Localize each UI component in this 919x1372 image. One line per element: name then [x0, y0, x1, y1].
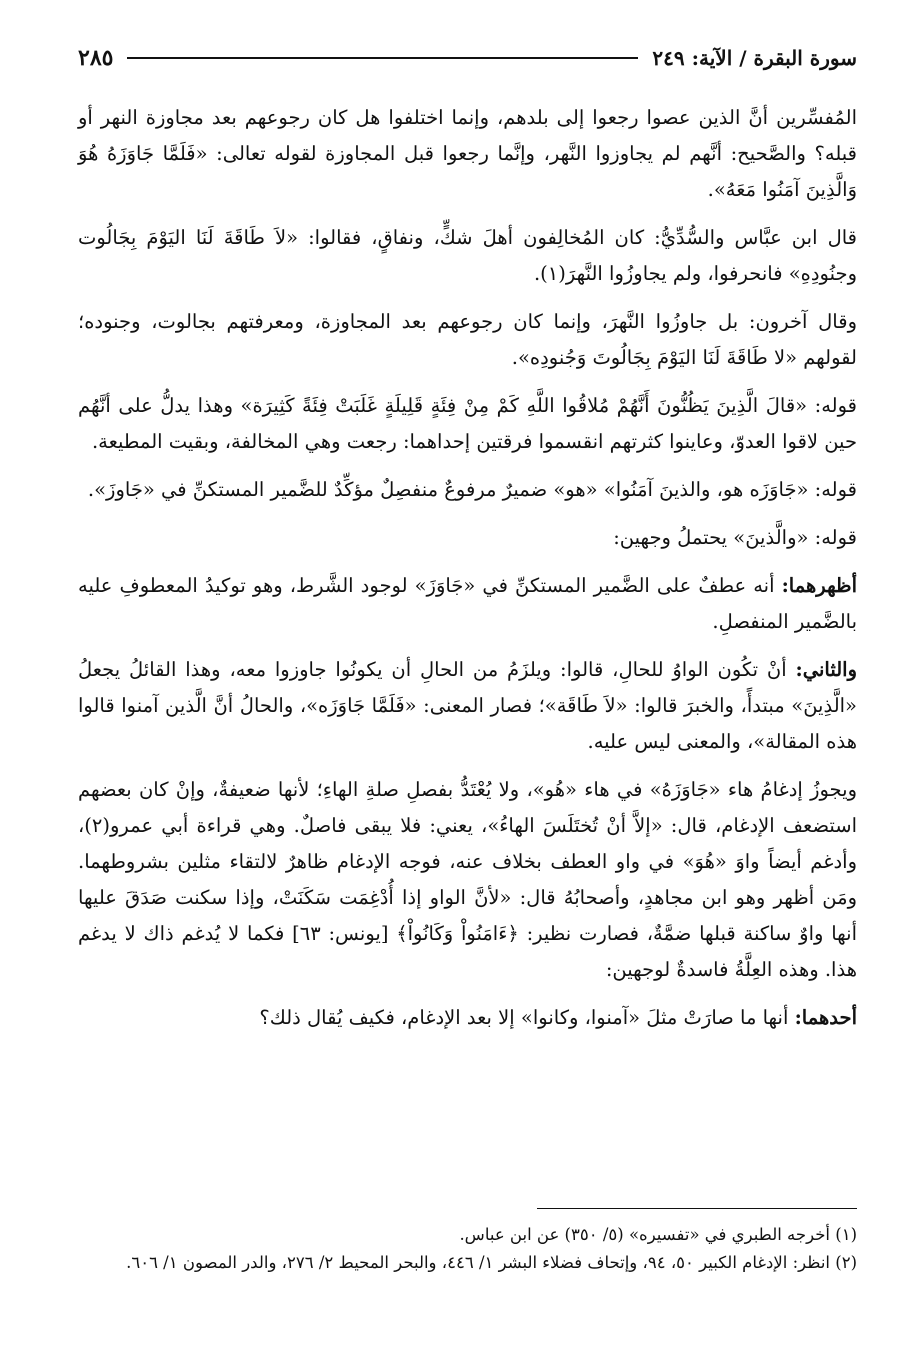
paragraph-text: ويجوزُ إدغامُ هاء «جَاوَزَهُ» في هاء «هُو»، ولا يُعْتَدُّ بفصلِ صلةِ الهاءِ؛ لأنها ضعيفةٌ، وإنْ كان بعضهم استضعف الإدغام، قال: «إلاَّ أنْ تُختَلَسَ الهاءُ»، يعني: فلا يبقى فاصلٌ. وهي قراءة أبي عمرو(٢)، وأدغم أيضاً واوَ «هُوَ» في واو العطف بخلاف عنه، فوجه الإدغام ظاهرٌ لالتقاء مثلين بشروطهما. ومَن أظهر وهو ابن مجاهدٍ، وأصحابُهُ قال: «لأنَّ الواو إذا أُدْغِمَت سَكَنَتْ، وإذا سكنت صَدَقَ عليها أنها واوٌ ساكنة قبلها ضمَّةٌ، فصارت نظير: ﴿ءَامَنُواْ وَكَانُواْ﴾ [يونس: ٦٣] فكما لا يُدغم ذاك لا يدغم هذا. وهذه العِلَّةُ فاسدةٌ لوجهين:: [78, 778, 857, 981]
paragraph: [78, 568, 857, 640]
paragraph: [78, 520, 857, 556]
paragraph-text: وقال آخرون: بل جاوزُوا النَّهرَ، وإنما كان رجوعهم بعد المجاوزة، ومعرفتهم بجالوت، وجنوده؛ لقولهم «لا طَاقَةَ لَنَا اليَوْمَ بِجَالُوتَ وَجُنودِه».: [78, 310, 857, 369]
paragraph-text: قوله: «والَّذينَ» يحتملُ وجهين:: [613, 526, 857, 549]
paragraph-text: قوله: «جَاوَزَه هو، والذينَ آمَنُوا» «هو» ضميرٌ مرفوعٌ منفصِلٌ مؤكِّدٌ للضَّمير المستكنِّ في «جَاوزَ».: [87, 478, 857, 501]
paragraph: [78, 304, 857, 376]
paragraph: [78, 652, 857, 760]
footnote: (١) أخرجه الطبري في «تفسيره» (٥/ ٣٥٠) عن ابن عباس.: [459, 1225, 857, 1244]
header-rule: [127, 57, 638, 59]
paragraph: [78, 100, 857, 208]
running-header: [78, 38, 857, 78]
paragraph-lead: أظهرهما:: [781, 574, 857, 597]
paragraph: [78, 388, 857, 460]
paragraph: [78, 220, 857, 292]
paragraph-text: أنه عطفٌ على الضَّمير المستكنِّ في «جَاوَزَ» لوجود الشَّرط، وهو توكيدُ المعطوفِ عليه بالضَّمير المنفصلِ.: [78, 574, 857, 633]
paragraph: [78, 772, 857, 988]
main-text: [78, 100, 857, 1048]
header-title: سورة البقرة / الآية: ٢٤٩: [652, 46, 857, 70]
paragraph-text: أنها ما صارَتْ مثلَ «آمنوا، وكانوا» إلا بعد الإدغام، فكيف يُقال ذلك؟: [259, 1006, 795, 1029]
paragraph-text: قال ابن عبَّاس والسُّدِّيُّ: كان المُخالِفون أهلَ شكٍّ، ونفاقٍ، فقالوا: «لاَ طَاقَةَ لَنَا اليَوْمَ بِجَالُوت وجنُودِهِ» فانحرفوا، ولم يجاوزُوا النَّهرَ(١).: [78, 226, 857, 285]
footnote: (٢) انظر: الإدغام الكبير ٥٠، ٩٤، وإتحاف فضلاء البشر ١/ ٤٤٦، والبحر المحيط ٢/ ٢٧٦، والدر المصون ١/ ٦٠٦.: [126, 1253, 857, 1272]
paragraph: [78, 472, 857, 508]
paragraph-text: أنْ تكُون الواوُ للحالِ، قالوا: ويلزَمُ من الحالِ أن يكونُوا جاوزوا معه، وهذا القائلُ يجعلُ «الَّذِينَ» مبتدأً، والخبرَ قالوا: «لاَ طَاقَة»؛ فصار المعنى: «فَلَمَّا جَاوَزَه»، والحالُ أنَّ الَّذين آمنوا قالوا هذه المقالة»، والمعنى ليس عليه.: [78, 658, 857, 753]
paragraph-lead: والثاني:: [795, 658, 857, 681]
paragraph-text: قوله: «قالَ الَّذِينَ يَظُنُّونَ أَنَّهُمْ مُلاقُوا اللَّهِ كَمْ مِنْ فِئَةٍ قَلِيلَةٍ غَلَبَتْ فِئَةً كَثِيرَة» وهذا يدلُّ على أنَّهُم حين لاقوا العدوّ، وعاينوا كثرتهم انقسموا فرقتين إحداهما: رجعت وهي المخالفة، وبقيت المطيعة.: [78, 394, 857, 453]
page-number: ٢٨٥: [78, 45, 114, 71]
paragraph: [78, 1000, 857, 1036]
footnote-rule: [537, 1208, 857, 1209]
paragraph-lead: أحدهما:: [794, 1006, 857, 1029]
paragraph-text: المُفسِّرين أنَّ الذين عصوا رجعوا إلى بلدهم، وإنما اختلفوا هل كان رجوعهم بعد مجاوزة النهر أو قبله؟ والصَّحيح: أنَّهم لم يجاوزوا النَّهر، وإنَّما رجعوا قبل المجاوزة لقوله تعالى: «فَلَمَّا جَاوَزَهُ هُوَ وَالَّذِينَ آمَنُوا مَعَهُ».: [78, 106, 857, 201]
footnotes: [78, 1208, 857, 1277]
